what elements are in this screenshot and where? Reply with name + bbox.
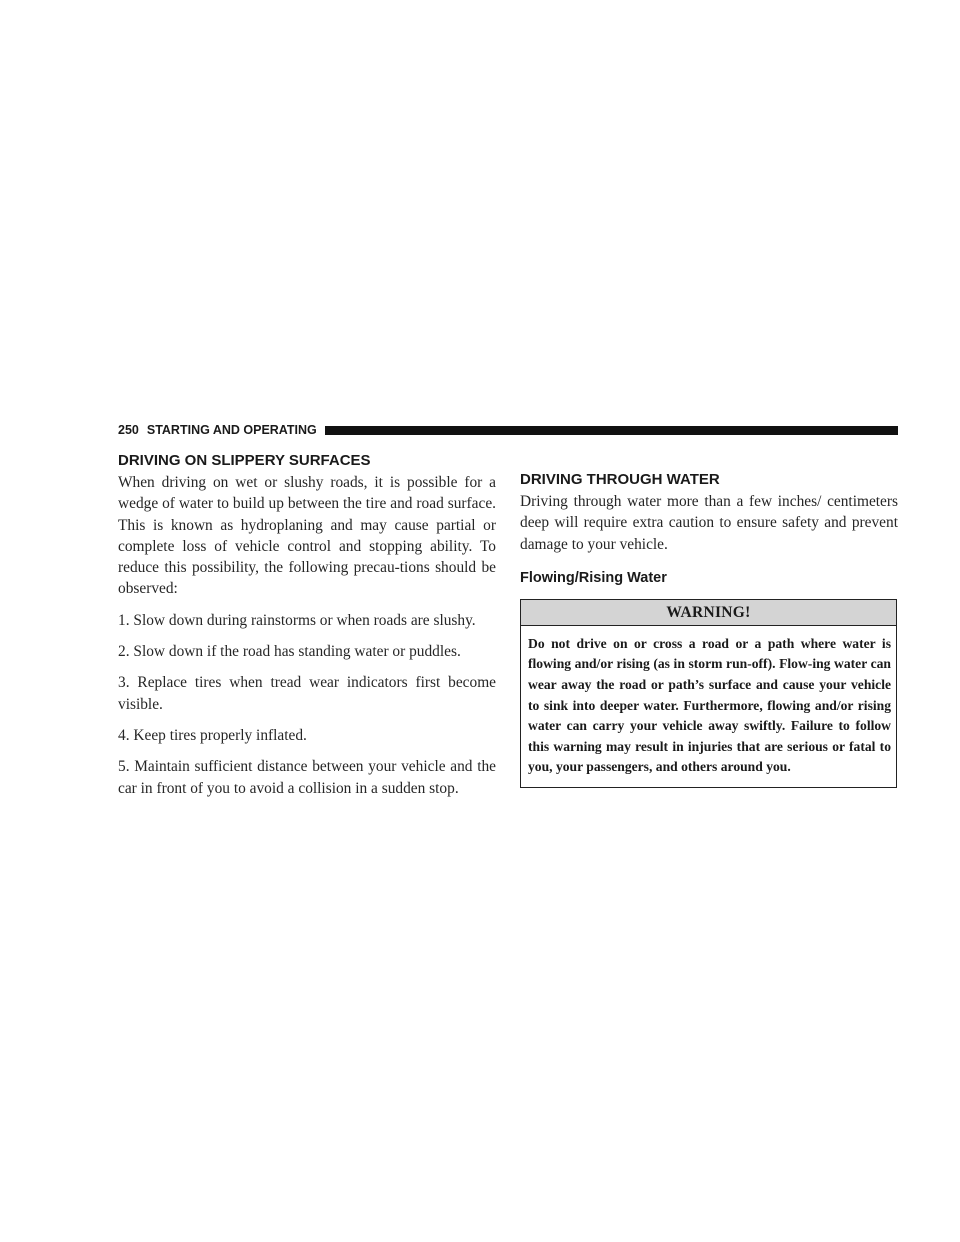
driving-through-water-intro: Driving through water more than a few inches/ centimeters deep will require extra caution to ensure safety and prevent damage to your vehicle. [520,493,898,553]
driving-through-water-heading: DRIVING THROUGH WATER [520,471,720,488]
slippery-surfaces-intro: When driving on wet or slushy roads, it is possible for a wedge of water to build up between the tire and road surface. This is known as hydroplaning and may cause partial or complete loss of vehicle control and stopping ability. To reduce this possibility, the following precau-tions should be observed: [118,474,496,598]
list-item: 3. Replace tires when tread wear indicators first become visible. [118,674,496,713]
slippery-surfaces-heading: DRIVING ON SLIPPERY SURFACES [118,452,371,469]
list-item: 5. Maintain sufficient distance between your vehicle and the car in front of you to avoid a collision in a sudden stop. [118,758,496,797]
flowing-rising-water-subheading: Flowing/Rising Water [520,569,667,586]
left-column [118,452,496,799]
list-item: 1. Slow down during rainstorms or when roads are slushy. [118,611,476,629]
list-item: 2. Slow down if the road has standing water or puddles. [118,643,461,661]
page-number: 250 [118,423,139,437]
list-item: 4. Keep tires properly inflated. [118,726,307,744]
header-rule [325,426,898,435]
warning-title: WARNING! [521,600,896,626]
warning-text: Do not drive on or cross a road or a path where water is flowing and/or rising (as in storm run-off). Flow-ing water can wear away the road or path’s surface and cause your vehicle to sink into deeper water. Furthermore, flowing and/or rising water can carry your vehicle away swiftly. Failure to follow this warning may result in injuries that are serious or fatal to you, your passengers, and others around you. [528,635,891,775]
right-column [520,452,898,788]
warning-box [520,599,897,788]
precautions-list [118,610,496,799]
section-title: STARTING AND OPERATING [146,423,317,437]
page-header [118,421,898,439]
